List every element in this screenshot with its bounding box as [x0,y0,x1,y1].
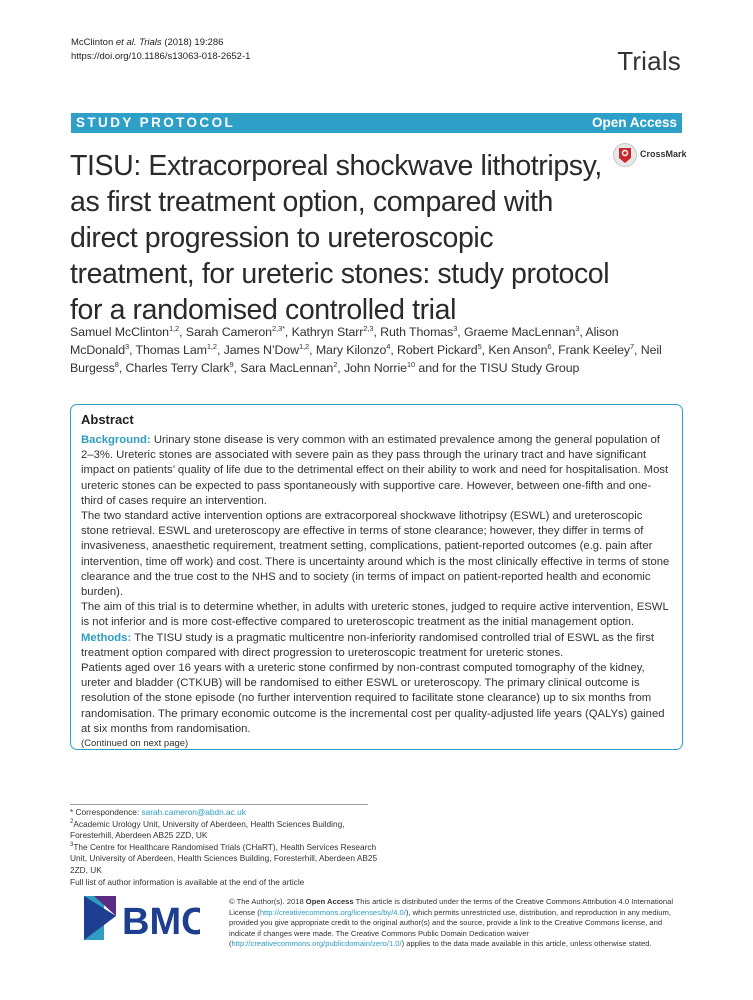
author-info-note: Full list of author information is available at the end of the article [70,876,305,887]
author-name: Sarah Cameron [185,325,272,339]
abstract-heading: Abstract [81,412,134,427]
affiliation-2 [70,819,390,842]
author [126,361,234,375]
affiliation-2-text: Academic Urology Unit, University of Aberdeen, Health Sciences Building, Foresterhill, Aberdeen AB25 2ZD, UK [70,818,345,841]
author-affiliation: 1,2 [168,323,180,333]
author-affiliation: 6 [547,341,552,351]
background-text-1: Urinary stone disease is very common with an estimated prevalence among the general population of 2–3%. Ureteric stones are associated with severe pain as they pass through the urinary tract and have significant impact on patients’ quality of life due to the detrimental effect on their ability to work and need for hospitalisation. Most ureteric stones can be expected to pass spontaneously with supportive care. However, between one-fifth and one-third of cases require an intervention. [81,434,669,507]
license-open-access: Open Access [305,897,354,906]
author-name: Robert Pickard [397,343,478,357]
citation-authors: McClinton [71,37,114,48]
author [380,325,457,339]
open-access-label: Open Access [591,115,677,130]
author-name: Frank Keeley [558,343,630,357]
background-label: Background: [81,434,151,446]
abstract-box [70,404,683,750]
doi-link[interactable]: https://doi.org/10.1186/s13063-018-2652-1 [71,51,251,62]
methods-text-1: The TISU study is a pragmatic multicentre non-inferiority randomised controlled trial of ESWL as the first treatment option compared with direct progression to ureteroscopic treatment for ureteric stones. [81,631,655,659]
author-name: Charles Terry Clark [125,361,230,375]
citation-etal: et al. [115,37,137,48]
affiliation-3 [70,842,390,877]
abstract-methods [81,631,672,661]
background-text-2: The two standard active intervention options are extracorporeal shockwave lithotripsy (ESWL) and ureteroscopic stone retrieval. ESWL and ureteroscopy are effective in terms of stone clearance; however, they differ in terms of invasiveness, anaesthetic requirement, treatment setting, complications, patient-reported outcomes (e.g. pain after intervention, time off work) and cost. There is uncertainty around which is the most clinically effective in terms of stone clearance and the true cost to the NHS and to society (in terms of impact on patient-reported health and economic burden). [81,510,670,599]
article-type-label: STUDY PROTOCOL [76,115,236,130]
correspondence [70,807,390,819]
article-type-banner [71,113,682,133]
crossmark-badge[interactable] [613,142,685,168]
citation-journal: Trials [139,37,162,48]
author-name: Kathryn Starr [291,325,364,339]
license-copyright: © The Author(s). 2018 [229,897,306,906]
running-header [71,36,250,64]
author-affiliation: 2,3 [363,323,374,333]
author-list: Samuel McClinton$^{1,2}$, Sarah Cameron$^{2,3*}$, Kathryn Starr$^{2,3}$, Ruth Thomas$^3$, Graeme MacLennan$^3$, Alison McDonald$^3$, Thomas Lam$^{1,2}$, James N’Dow$^{1,2}$, Mary Kilonzo$^4$, Robert Pickard$^5$, Ken Anson$^6$, Frank Keeley$^7$, Neil Burgess$^8$, Charles Terry Clark$^9$, Sara MacLennan$^2$, John Norrie$^{10}$ and for the TISU Study Group [70,323,662,375]
author [292,325,374,339]
author [464,325,579,339]
citation-volume: (2018) 19:286 [164,37,224,48]
author-affiliation: 2 [333,359,338,369]
author-name: Ruth Thomas [380,325,454,339]
author-affiliation: 7 [629,341,635,351]
correspondence-label: * Correspondence: [70,807,142,817]
bmc-logo-text: BMC [122,901,200,943]
article-title: TISU: Extracorporeal shockwave lithotripsy, as first treatment option, compared with direct progression to ureteroscopic treatment, for ureteric stones: study protocol for a randomised controlled trial [70,150,610,326]
crossmark-label: CrossMark [640,149,687,159]
author [397,343,482,357]
author-name: Mary Kilonzo [315,343,387,357]
license-text [229,897,689,950]
background-text-3: The aim of this trial is to determine whether, in adults with ureteric stones, judged to require active intervention, ESWL is not inferior and is more cost-effective compared to ureteroscopic treatment as the initial management option. [81,601,669,629]
author [344,361,415,375]
author-affiliation: 3 [453,323,458,333]
author-affiliation: 4 [386,341,391,351]
author [558,343,634,357]
affiliation-3-text: The Centre for Healthcare Randomised Trials (CHaRT), Health Services Research Unit, University of Aberdeen, Health Sciences Building, Foresterhill, Aberdeen AB25 2ZD, UK [70,841,378,875]
author [186,325,285,339]
author [224,343,309,357]
author-affiliation: 5 [477,341,482,351]
footnotes [70,807,390,888]
author-affiliation: 1,2 [206,341,217,351]
author [488,343,551,357]
author-affiliation: 8 [114,359,119,369]
author-affiliation: 3 [124,341,130,351]
bmc-logo-icon [84,893,200,943]
author-affiliation: 9 [229,359,234,369]
author-name: John Norrie [343,361,407,375]
journal-name: Trials [617,46,681,76]
license-text-1: This article is distributed under the terms of the Creative Commons Attribution 4.0 International License ( [229,897,674,917]
license-text-3: ) applies to the data made available in this article, unless otherwise stated. [401,939,652,949]
author [316,343,391,357]
author-affiliation: 1,2 [299,341,310,351]
author-name: Graeme MacLennan [463,325,576,339]
abstract-background [81,433,672,509]
author [136,343,217,357]
author [240,361,337,375]
author-name: Alison McDonald [70,325,619,357]
affiliation-2-number: 2 [70,818,74,825]
author-name: Samuel McClinton [70,325,169,339]
citation [71,36,250,50]
license-link-cc0[interactable]: http://creativecommons.org/publicdomain/zero/1.0/ [231,939,402,949]
affiliation-3-number: 3 [70,842,74,849]
license-text-2: ), which permits unrestricted use, distribution, and reproduction in any medium, provided you give appropriate credit to the original author(s) and the source, provide a link to the Creative Commons license, and indicate if changes were made. The Creative Commons Public Domain Dedication waiver ( [229,907,671,949]
license-link-cc-by[interactable]: http://creativecommons.org/licenses/by/4.0/ [259,907,406,917]
methods-label: Methods: [81,631,132,644]
author-group: and for the TISU Study Group [415,361,580,375]
author-name: James N’Dow [223,343,299,357]
author-affiliation: 3 [575,323,580,333]
correspondence-email[interactable]: sarah.cameron@abdn.ac.uk [141,807,246,817]
author-name: Ken Anson [488,343,548,357]
methods-text-2: Patients aged over 16 years with a ureteric stone confirmed by non-contrast computed tomography of the kidney, ureter and bladder (CTKUB) will be randomised to either ESWL or ureteroscopy. The primary clinical outcome is resolution of the stone episode (no further intervention required to facilitate stone clearance) up to six months from randomisation. The primary economic outcome is the incremental cost per quality-adjusted life years (QALYs) gained at six months from randomisation. [81,662,665,735]
author-name: Thomas Lam [135,343,207,357]
author-name: Sara MacLennan [240,361,334,375]
continued-note: (Continued on next page) [81,738,189,750]
footnote-divider [70,804,368,805]
author [70,325,179,339]
crossmark-icon [613,142,637,168]
author-name: Neil Burgess [70,343,662,375]
author-affiliation: 2,3* [271,323,285,333]
author-affiliation: 10 [406,359,416,369]
bmc-logo [84,893,200,943]
